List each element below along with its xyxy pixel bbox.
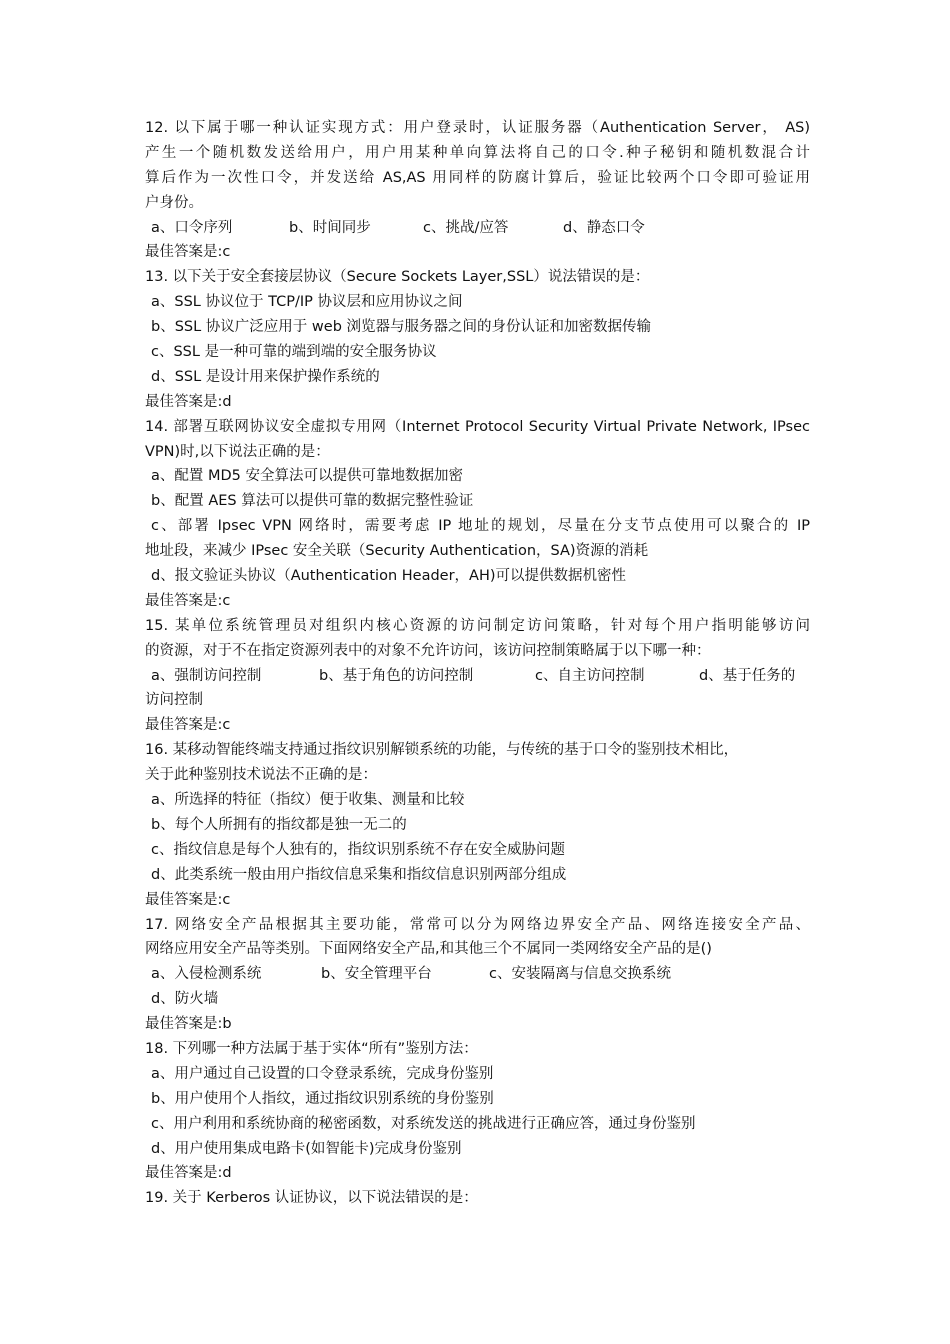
option-d: d、此类系统一般由用户指纹信息采集和指纹信息识别两部分组成 — [151, 866, 567, 883]
option-row — [145, 962, 810, 987]
option-c: c、用户利用和系统协商的秘密函数，对系统发送的挑战进行正确应答，通过身份鉴别 — [151, 1115, 696, 1132]
question-text-line: 16. 某移动智能终端支持通过指纹识别解锁系统的功能，与传统的基于口令的鉴别技术相比， — [145, 742, 739, 759]
option-b: b、基于角色的访问控制 — [319, 667, 474, 684]
question-15 — [145, 614, 810, 738]
question-text-line: VPN)时,以下说法正确的是： — [145, 443, 330, 460]
question-text-line: 的资源，对于不在指定资源列表中的对象不允许访问，该访问控制策略属于以下哪一种： — [145, 642, 711, 659]
question-18 — [145, 1037, 810, 1186]
question-17 — [145, 913, 810, 1037]
option-d-continued: 访问控制 — [145, 692, 203, 709]
option-b: b、SSL 协议广泛应用于 web 浏览器与服务器之间的身份认证和加密数据传输 — [151, 319, 651, 336]
option-b: b、时间同步 — [289, 219, 371, 236]
option-a: a、入侵检测系统 — [151, 966, 262, 983]
question-text-line: 15. 某单位系统管理员对组织内核心资源的访问制定访问策略，针对每个用户指明能够访问 — [145, 617, 810, 634]
question-13 — [145, 265, 810, 414]
option-d: d、静态口令 — [563, 219, 645, 236]
option-c: c、SSL 是一种可靠的端到端的安全服务协议 — [151, 344, 437, 361]
question-text-line: 网络应用安全产品等类别。下面网络安全产品,和其他三个不属同一类网络安全产品的是() — [145, 941, 712, 958]
question-text-line: 17. 网络安全产品根据其主要功能，常常可以分为网络边界安全产品、网络连接安全产品、 — [145, 916, 810, 933]
question-text-line: 18. 下列哪一种方法属于基于实体“所有”鉴别方法： — [145, 1040, 478, 1057]
answer-line: 最佳答案是:c — [145, 244, 231, 261]
option-d: d、SSL 是设计用来保护操作系统的 — [151, 368, 380, 385]
question-text-line: 19. 关于 Kerberos 认证协议，以下说法错误的是： — [145, 1190, 478, 1207]
option-d: d、报文验证头协议（Authentication Header，AH)可以提供数据机密性 — [151, 568, 627, 585]
question-19 — [145, 1186, 810, 1211]
option-b: b、配置 AES 算法可以提供可靠的数据完整性验证 — [151, 493, 474, 510]
option-d: d、用户使用集成电路卡(如智能卡)完成身份鉴别 — [151, 1140, 462, 1157]
option-d: d、基于任务的 — [699, 667, 796, 684]
option-a: a、强制访问控制 — [151, 667, 262, 684]
option-c-continued: 地址段，来减少 IPsec 安全关联（Security Authentication，SA)资源的消耗 — [145, 543, 649, 560]
answer-line: 最佳答案是:b — [145, 1016, 232, 1033]
question-text-line: 14. 部署互联网协议安全虚拟专用网（Internet Protocol Security Virtual Private Network, IPsec — [145, 418, 810, 435]
answer-line: 最佳答案是:d — [145, 393, 232, 410]
question-12 — [145, 116, 810, 265]
option-b: b、用户使用个人指纹，通过指纹识别系统的身份鉴别 — [151, 1090, 494, 1107]
question-14 — [145, 415, 810, 614]
option-b: b、安全管理平台 — [321, 966, 432, 983]
option-c: c、指纹信息是每个人独有的，指纹识别系统不存在安全威胁问题 — [151, 841, 565, 858]
question-text-line: 产生一个随机数发送给用户，用户用某种单向算法将自己的口令.种子秘钥和随机数混合计 — [145, 144, 810, 161]
option-c: c、自主访问控制 — [535, 667, 645, 684]
question-16 — [145, 738, 810, 912]
option-a: a、口令序列 — [151, 219, 233, 236]
question-list — [145, 116, 810, 1211]
answer-line: 最佳答案是:d — [145, 1165, 232, 1182]
option-a: a、配置 MD5 安全算法可以提供可靠地数据加密 — [151, 468, 464, 485]
question-text-line: 关于此种鉴别技术说法不正确的是： — [145, 767, 377, 784]
option-row — [145, 216, 810, 241]
option-a: a、SSL 协议位于 TCP/IP 协议层和应用协议之间 — [151, 294, 463, 311]
question-text-line: 13. 以下关于安全套接层协议（Secure Sockets Layer,SSL）说法错误的是： — [145, 269, 650, 286]
question-text-line: 12. 以下属于哪一种认证实现方式：用户登录时，认证服务器（Authentication Server， AS) — [145, 120, 810, 136]
option-d: d、防火墙 — [151, 991, 219, 1008]
question-text-line: 算后作为一次性口令，并发送给 AS,AS 用同样的防腐计算后，验证比较两个口令即可验证用 — [145, 169, 810, 186]
question-text-line: 户身份。 — [145, 194, 203, 211]
option-c: c、部署 Ipsec VPN 网络时，需要考虑 IP 地址的规划，尽量在分支节点使用可以聚合的 IP — [151, 518, 810, 535]
option-a: a、所选择的特征（指纹）便于收集、测量和比较 — [151, 792, 465, 809]
option-row — [145, 664, 810, 689]
option-a: a、用户通过自己设置的口令登录系统，完成身份鉴别 — [151, 1065, 494, 1082]
option-c: c、挑战/应答 — [423, 219, 509, 236]
answer-line: 最佳答案是:c — [145, 592, 231, 609]
answer-line: 最佳答案是:c — [145, 891, 231, 908]
answer-line: 最佳答案是:c — [145, 717, 231, 734]
option-b: b、每个人所拥有的指纹都是独一无二的 — [151, 816, 407, 833]
option-c: c、安装隔离与信息交换系统 — [489, 966, 671, 983]
